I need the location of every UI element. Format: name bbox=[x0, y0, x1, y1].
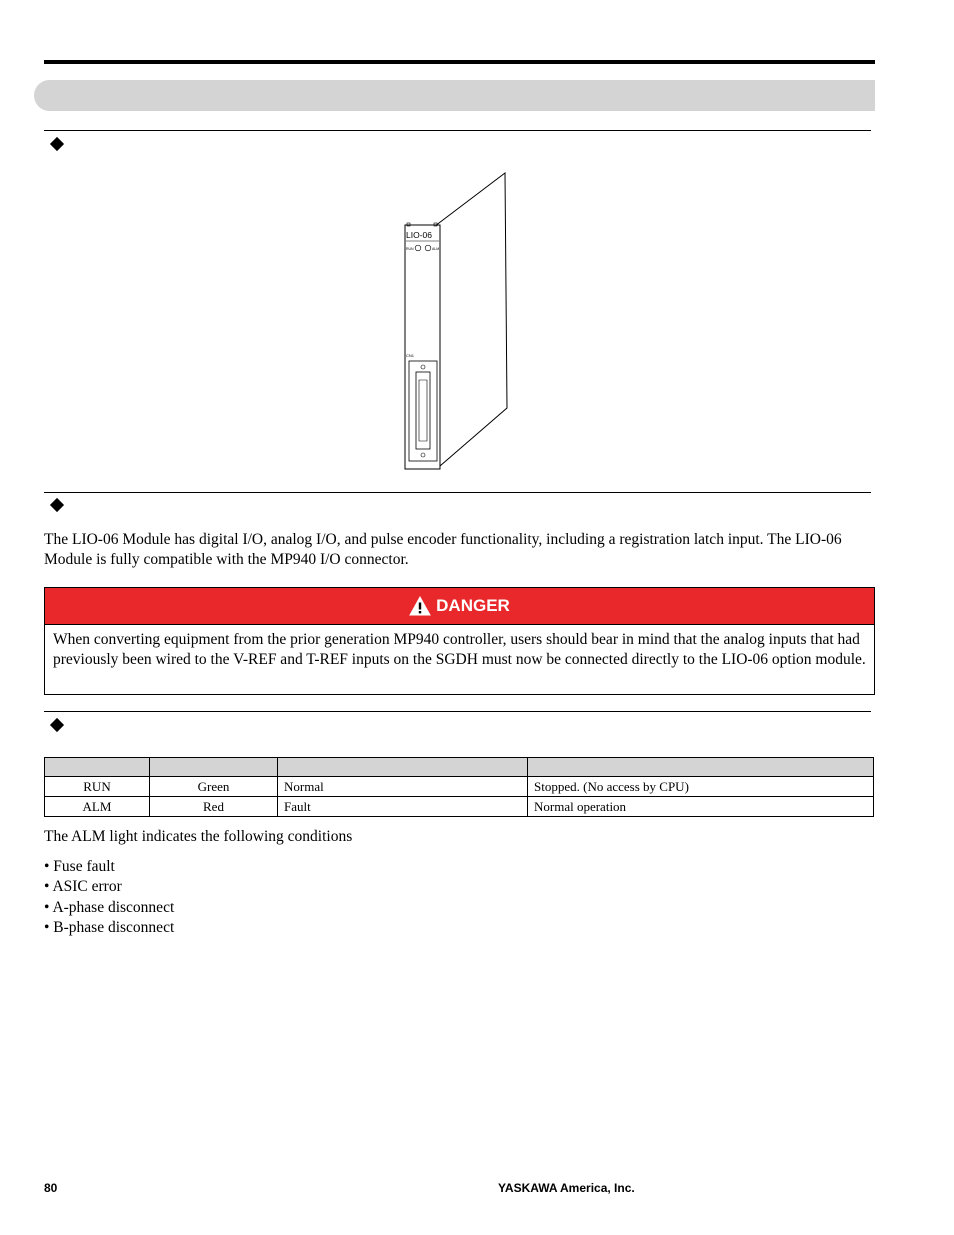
run-led-icon bbox=[415, 245, 421, 251]
alm-intro-text: The ALM light indicates the following conditions bbox=[44, 828, 353, 845]
list-item: • Fuse fault bbox=[44, 858, 115, 875]
diamond-bullet-icon bbox=[50, 498, 64, 512]
danger-text: When converting equipment from the prior generation MP940 controller, users should bear in mind that the analog inputs that had previously been wired to the V-REF and T-REF inputs on the SGDH must now be connected directly to the LIO-06 option module. bbox=[53, 631, 866, 668]
lio06-module-illustration bbox=[400, 168, 512, 474]
table-header-cell bbox=[278, 758, 528, 777]
section-rule-description bbox=[44, 492, 871, 493]
section-rule-led bbox=[44, 711, 871, 712]
table-cell: ALM bbox=[45, 797, 150, 817]
diamond-bullet-icon bbox=[50, 137, 64, 151]
alm-led-icon bbox=[425, 245, 431, 251]
table-header-cell bbox=[45, 758, 150, 777]
intro-paragraph: The LIO-06 Module has digital I/O, analog I/O, and pulse encoder functionality, including a registration latch input. The LIO-06 Module is fully compatible with the MP940 I/O connector. bbox=[44, 531, 842, 568]
table-cell: Normal operation bbox=[528, 797, 874, 817]
warning-triangle-icon bbox=[409, 596, 431, 616]
alm-led-label: ALM bbox=[432, 247, 440, 251]
table-header-cell bbox=[150, 758, 278, 777]
table-header-row bbox=[45, 758, 874, 777]
list-item: • ASIC error bbox=[44, 878, 122, 896]
connector-label: CN1 bbox=[406, 353, 415, 358]
table-cell: Normal bbox=[278, 777, 528, 797]
module-label: LIO-06 bbox=[406, 230, 432, 240]
table-header-cell bbox=[528, 758, 874, 777]
danger-box bbox=[44, 587, 875, 695]
table-row bbox=[45, 777, 874, 797]
table-row bbox=[45, 797, 874, 817]
table-cell: Fault bbox=[278, 797, 528, 817]
list-item: • A-phase disconnect bbox=[44, 898, 175, 916]
led-indicator-table bbox=[44, 757, 874, 817]
table-cell: Stopped. (No access by CPU) bbox=[528, 777, 874, 797]
table-cell: RUN bbox=[45, 777, 150, 797]
danger-header bbox=[45, 588, 874, 625]
run-led-label: RUN bbox=[406, 247, 414, 251]
page-number: 80 bbox=[44, 1181, 58, 1195]
table-cell: Red bbox=[150, 797, 278, 817]
top-rule bbox=[44, 60, 875, 64]
footer-company: YASKAWA America, Inc. bbox=[498, 1181, 635, 1195]
table-cell: Green bbox=[150, 777, 278, 797]
alm-conditions-list bbox=[44, 857, 174, 938]
diamond-bullet-icon bbox=[50, 718, 64, 732]
list-item: • B-phase disconnect bbox=[44, 918, 175, 936]
danger-title: DANGER bbox=[436, 596, 510, 615]
section-rule-outline bbox=[44, 130, 871, 131]
chapter-banner bbox=[34, 80, 875, 111]
